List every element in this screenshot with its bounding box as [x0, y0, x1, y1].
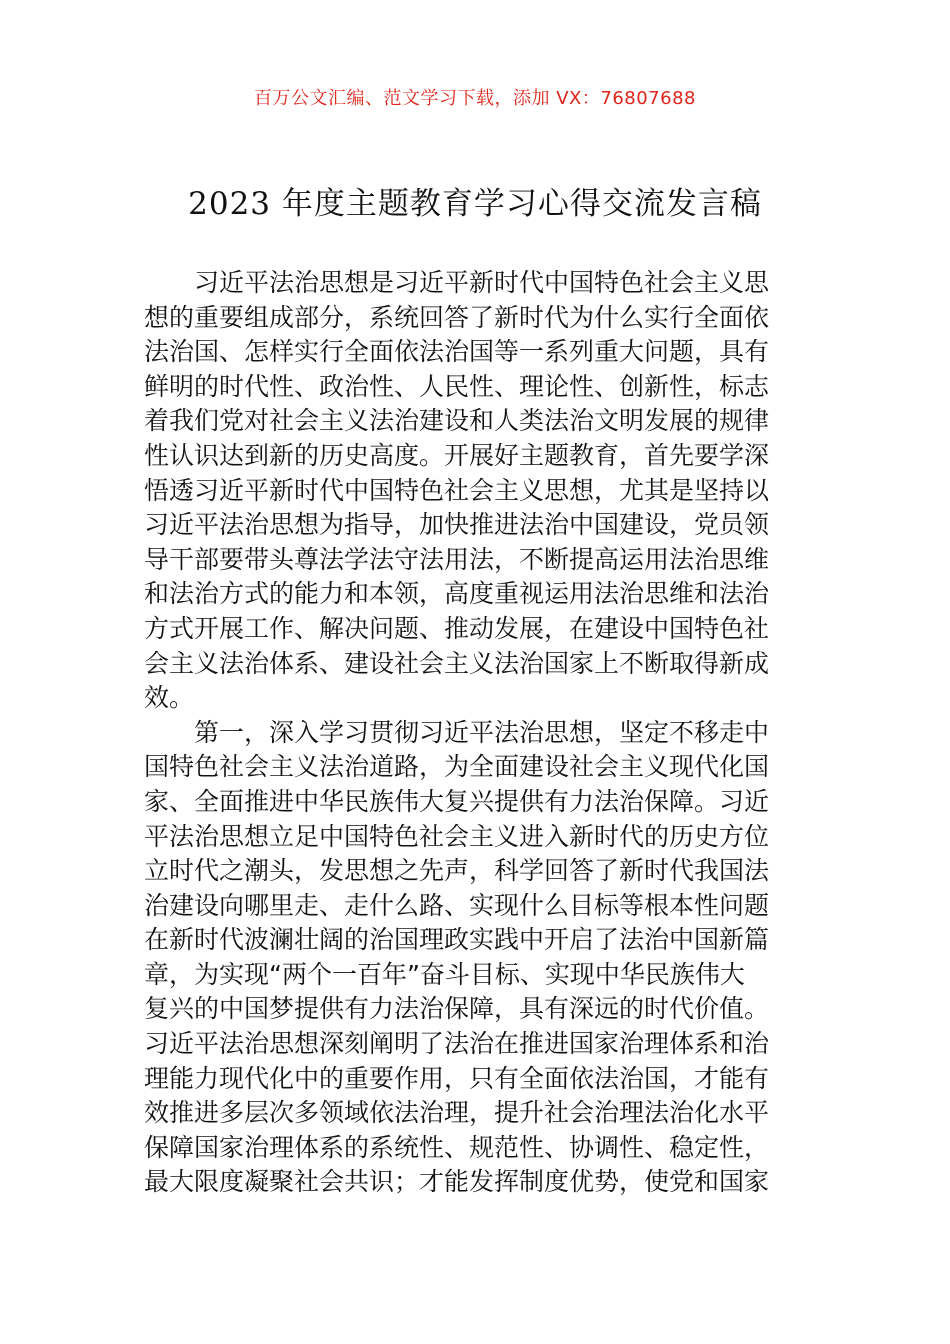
- text-line: 习近平法治思想为指导，加快推进法治中国建设，党员领: [144, 510, 770, 540]
- text-line: 第一，深入学习贯彻习近平法治思想，坚定不移走中: [194, 717, 770, 747]
- text-line: 导干部要带头尊法学法守法用法，不断提高运用法治思维: [144, 544, 770, 574]
- text-line: 章，为实现“两个一百年”奋斗目标、实现中华民族伟大: [144, 959, 745, 989]
- text-line: 悟透习近平新时代中国特色社会主义思想，尤其是坚持以: [144, 475, 770, 505]
- text-line: 习近平法治思想是习近平新时代中国特色社会主义思: [194, 268, 770, 297]
- document-body: [144, 266, 808, 1200]
- text-line: 家、全面推进中华民族伟大复兴提供有力法治保障。习近: [144, 786, 770, 816]
- document-title: 2023 年度主题教育学习心得交流发言稿: [188, 186, 762, 222]
- text-line: 最大限度凝聚社会共识；才能发挥制度优势，使党和国家: [144, 1167, 770, 1197]
- text-line: 在新时代波澜壮阔的治国理政实践中开启了法治中国新篇: [144, 925, 770, 955]
- text-line: 鲜明的时代性、政治性、人民性、理论性、创新性，标志: [144, 371, 770, 401]
- text-line: 保障国家治理体系的系统性、规范性、协调性、稳定性，: [144, 1132, 770, 1162]
- promo-header-note: 百万公文汇编、范文学习下载，添加 VX：76807688: [254, 88, 696, 109]
- text-line: 性认识达到新的历史高度。开展好主题教育，首先要学深: [144, 440, 770, 470]
- text-line: 方式开展工作、解决问题、推动发展，在建设中国特色社: [144, 613, 770, 643]
- text-line: 国特色社会主义法治道路，为全面建设社会主义现代化国: [144, 752, 770, 782]
- text-line: 理能力现代化中的重要作用，只有全面依法治国，才能有: [144, 1063, 770, 1093]
- text-line: 效推进多层次多领域依法治理，提升社会治理法治化水平: [144, 1098, 770, 1128]
- text-line: 平法治思想立足中国特色社会主义进入新时代的历史方位: [144, 821, 770, 851]
- text-line: 和法治方式的能力和本领，高度重视运用法治思维和法治: [144, 579, 770, 609]
- text-line: 效。: [144, 683, 195, 713]
- text-line: 着我们党对社会主义法治建设和人类法治文明发展的规律: [144, 406, 770, 436]
- text-line: 立时代之潮头，发思想之先声，科学回答了新时代我国法: [144, 856, 770, 886]
- text-line: 治建设向哪里走、走什么路、实现什么目标等根本性问题: [144, 890, 770, 920]
- text-line: 会主义法治体系、建设社会主义法治国家上不断取得新成: [144, 648, 770, 678]
- text-line: 习近平法治思想深刻阐明了法治在推进国家治理体系和治: [144, 1029, 770, 1059]
- text-line: 复兴的中国梦提供有力法治保障，具有深远的时代价值。: [144, 994, 770, 1024]
- text-line: 想的重要组成部分，系统回答了新时代为什么实行全面依: [144, 302, 770, 332]
- text-line: 法治国、怎样实行全面依法治国等一系列重大问题，具有: [144, 337, 770, 367]
